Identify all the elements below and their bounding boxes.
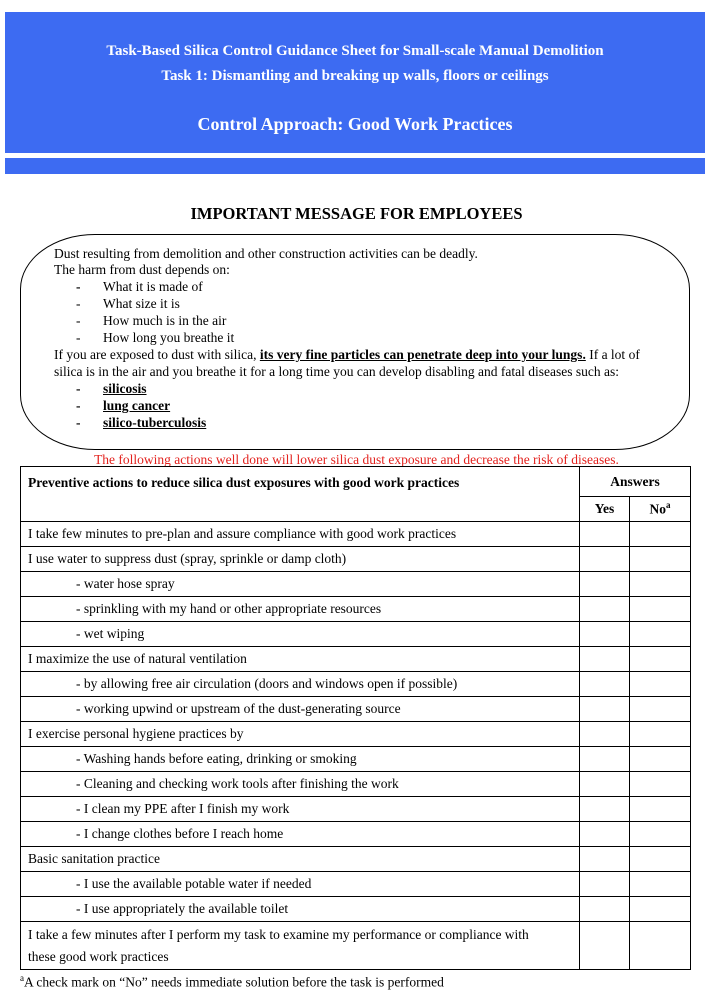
row-label: I take few minutes to pre-plan and assure compliance with good work practices <box>21 522 580 547</box>
table-row <box>21 647 691 672</box>
disease-item: lung cancer <box>103 398 171 413</box>
no-checkbox-cell[interactable] <box>630 647 691 672</box>
no-checkbox-cell[interactable] <box>630 872 691 897</box>
row-label: I use water to suppress dust (spray, sprinkle or damp cloth) <box>21 547 580 572</box>
footnote-mark: a <box>20 973 24 983</box>
yes-checkbox-cell[interactable] <box>580 722 630 747</box>
no-checkbox-cell[interactable] <box>630 747 691 772</box>
bullet-dash: - <box>76 415 81 430</box>
no-checkbox-cell[interactable] <box>630 772 691 797</box>
harm-item: What it is made of <box>103 279 203 294</box>
row-label: - sprinkling with my hand or other appropriate resources <box>21 597 580 622</box>
bullet-dash: - <box>76 296 81 311</box>
table-row <box>21 572 691 597</box>
yes-checkbox-cell[interactable] <box>580 897 630 922</box>
yes-checkbox-cell[interactable] <box>580 797 630 822</box>
sheet-title: Task-Based Silica Control Guidance Sheet for Small-scale Manual Demolition <box>106 43 604 59</box>
row-label: - I clean my PPE after I finish my work <box>21 797 580 822</box>
exposure-emphasis: its very fine particles can penetrate deep into your lungs. <box>259 347 586 362</box>
no-checkbox-cell[interactable] <box>630 897 691 922</box>
disease-item: silico-tuberculosis <box>103 415 207 430</box>
bullet-dash: - <box>76 398 81 413</box>
table-row <box>21 922 691 970</box>
no-checkbox-cell[interactable] <box>630 922 691 970</box>
no-checkbox-cell[interactable] <box>630 522 691 547</box>
row-label: - I change clothes before I reach home <box>21 822 580 847</box>
column-header-yes: Yes <box>580 497 630 522</box>
no-checkbox-cell[interactable] <box>630 572 691 597</box>
bullet-dash: - <box>76 381 81 396</box>
table-row <box>21 872 691 897</box>
row-label-multiline <box>21 922 580 970</box>
no-checkbox-cell[interactable] <box>630 822 691 847</box>
no-checkbox-cell[interactable] <box>630 847 691 872</box>
row-label: Basic sanitation practice <box>21 847 580 872</box>
harm-item: How much is in the air <box>103 313 227 328</box>
yes-checkbox-cell[interactable] <box>580 747 630 772</box>
yes-checkbox-cell[interactable] <box>580 697 630 722</box>
no-checkbox-cell[interactable] <box>630 797 691 822</box>
table-row <box>21 547 691 572</box>
task-title: Task 1: Dismantling and breaking up walls, floors or ceilings <box>161 68 549 84</box>
yes-checkbox-cell[interactable] <box>580 547 630 572</box>
column-header-no <box>630 497 691 522</box>
no-checkbox-cell[interactable] <box>630 697 691 722</box>
no-footnote-mark: a <box>666 500 671 511</box>
row-label: - I use appropriately the available toilet <box>21 897 580 922</box>
yes-checkbox-cell[interactable] <box>580 822 630 847</box>
column-header-answers: Answers <box>580 467 691 497</box>
bullet-dash: - <box>76 330 81 345</box>
no-checkbox-cell[interactable] <box>630 547 691 572</box>
no-checkbox-cell[interactable] <box>630 672 691 697</box>
yes-checkbox-cell[interactable] <box>580 647 630 672</box>
no-checkbox-cell[interactable] <box>630 597 691 622</box>
row-label: - I use the available potable water if needed <box>21 872 580 897</box>
table-row <box>21 597 691 622</box>
exposure-line-1 <box>54 347 640 363</box>
no-label: No <box>649 501 666 517</box>
yes-checkbox-cell[interactable] <box>580 622 630 647</box>
yes-checkbox-cell[interactable] <box>580 597 630 622</box>
row-label: - wet wiping <box>21 622 580 647</box>
yes-checkbox-cell[interactable] <box>580 572 630 597</box>
harm-item: How long you breathe it <box>103 330 235 345</box>
table-row <box>21 622 691 647</box>
no-checkbox-cell[interactable] <box>630 622 691 647</box>
table-row <box>21 522 691 547</box>
table-row <box>21 822 691 847</box>
yes-checkbox-cell[interactable] <box>580 872 630 897</box>
exposure-suffix: If a lot of <box>589 347 640 362</box>
red-note: The following actions well done will lower silica dust exposure and decrease the risk of diseases. <box>94 452 619 467</box>
table-row <box>21 697 691 722</box>
table-row <box>21 722 691 747</box>
harm-item: What size it is <box>103 296 180 311</box>
exposure-prefix: If you are exposed to dust with silica, <box>54 347 257 362</box>
table-row <box>21 747 691 772</box>
table-row <box>21 797 691 822</box>
no-checkbox-cell[interactable] <box>630 722 691 747</box>
yes-checkbox-cell[interactable] <box>580 772 630 797</box>
row-label-line: I take a few minutes after I perform my task to examine my performance or compliance with <box>28 926 529 942</box>
bullet-dash: - <box>76 313 81 328</box>
footnote <box>20 973 444 991</box>
table-row <box>21 772 691 797</box>
disease-item: silicosis <box>103 381 147 396</box>
yes-checkbox-cell[interactable] <box>580 672 630 697</box>
row-label: I maximize the use of natural ventilation <box>21 647 580 672</box>
row-label: - working upwind or upstream of the dust-generating source <box>21 697 580 722</box>
table-row <box>21 672 691 697</box>
title-banner <box>5 12 705 153</box>
message-title: IMPORTANT MESSAGE FOR EMPLOYEES <box>190 204 523 223</box>
table-row <box>21 897 691 922</box>
bullet-dash: - <box>76 279 81 294</box>
row-label-line: these good work practices <box>28 948 169 964</box>
row-label: - water hose spray <box>21 572 580 597</box>
yes-checkbox-cell[interactable] <box>580 522 630 547</box>
row-label: - Washing hands before eating, drinking or smoking <box>21 747 580 772</box>
footnote-text: A check mark on “No” needs immediate solution before the task is performed <box>24 974 444 990</box>
exposure-line-2: silica is in the air and you breathe it for a long time you can develop disabling and fatal diseases such as: <box>54 364 619 379</box>
row-label: - by allowing free air circulation (doors and windows open if possible) <box>21 672 580 697</box>
row-label: - Cleaning and checking work tools after finishing the work <box>21 772 580 797</box>
message-line-1: Dust resulting from demolition and other construction activities can be deadly. <box>54 246 478 261</box>
control-approach-title: Control Approach: Good Work Practices <box>197 114 513 134</box>
divider-bar <box>5 158 705 174</box>
table-row <box>21 847 691 872</box>
column-header-actions: Preventive actions to reduce silica dust exposures with good work practices <box>21 467 580 522</box>
row-label: I exercise personal hygiene practices by <box>21 722 580 747</box>
yes-checkbox-cell[interactable] <box>580 847 630 872</box>
message-line-2: The harm from dust depends on: <box>54 262 230 277</box>
checklist-table <box>20 466 691 970</box>
yes-checkbox-cell[interactable] <box>580 922 630 970</box>
table-header-row <box>21 467 691 497</box>
